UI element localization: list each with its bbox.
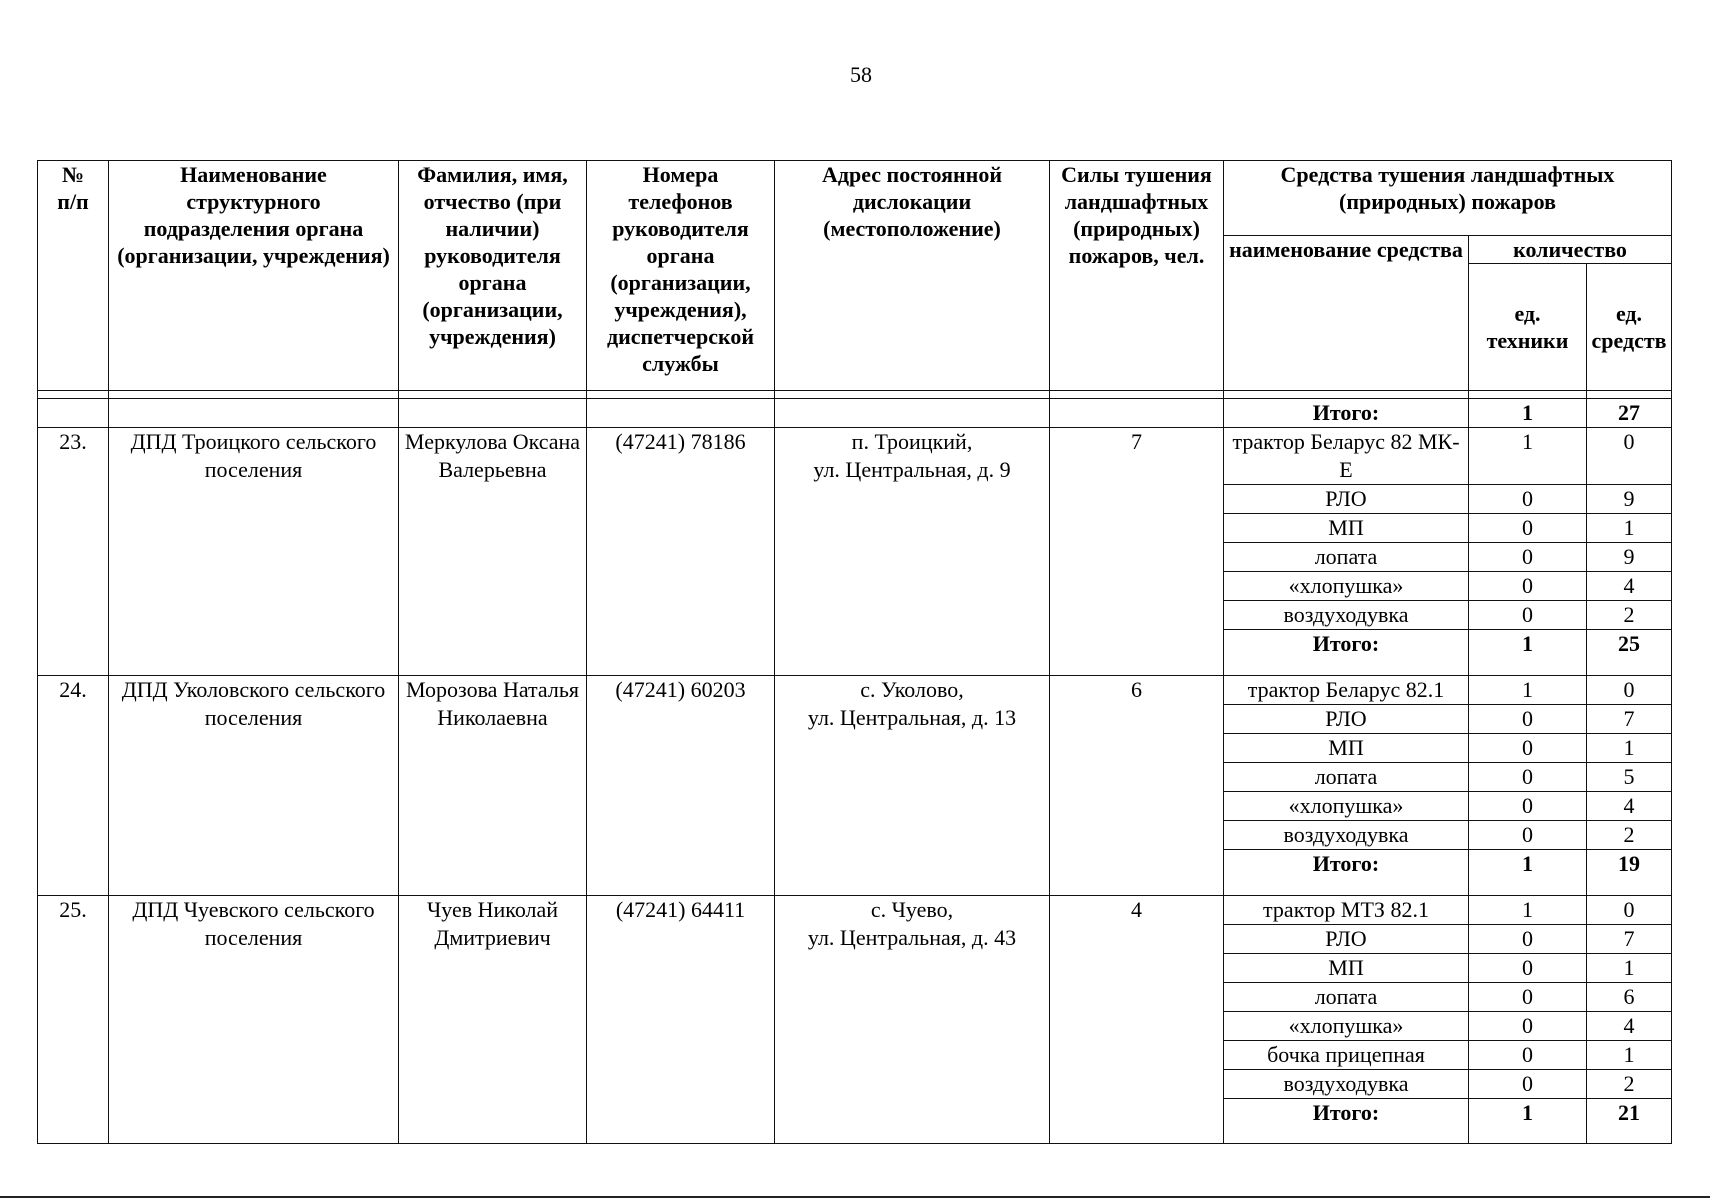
qty-means: 25 (1587, 630, 1672, 676)
qty-means: 19 (1587, 850, 1672, 896)
top-total-row (38, 399, 1672, 428)
qty-means: 21 (1587, 1099, 1672, 1144)
qty-tech: 1 (1469, 428, 1587, 485)
spacer-cell (1469, 391, 1587, 399)
means-name: МП (1224, 954, 1469, 983)
qty-means: 2 (1587, 601, 1672, 630)
qty-means: 1 (1587, 954, 1672, 983)
spacer-cell (109, 391, 399, 399)
qty-tech: 1 (1469, 676, 1587, 705)
spacer-cell (1050, 391, 1224, 399)
means-name: Итого: (1224, 850, 1469, 896)
forces-count: 4 (1050, 896, 1224, 1144)
qty-tech: 1 (1469, 1099, 1587, 1144)
qty-means: 0 (1587, 428, 1672, 485)
header-qty-tech: ед. техники (1469, 264, 1587, 391)
means-name: МП (1224, 514, 1469, 543)
header-phones: Номера телефонов руководителя органа (организации, учреждения), диспетчерской службы (587, 161, 775, 391)
means-name: трактор МТЗ 82.1 (1224, 896, 1469, 925)
header-means-group: Средства тушения ландшафтных (природных) пожаров (1224, 161, 1672, 236)
qty-means: 7 (1587, 925, 1672, 954)
location-address: с. Уколово, ул. Центральная, д. 13 (775, 676, 1050, 896)
qty-means: 2 (1587, 1070, 1672, 1099)
row-number: 24. (38, 676, 109, 896)
qty-means: 4 (1587, 572, 1672, 601)
qty-means: 4 (1587, 792, 1672, 821)
means-name: воздуходувка (1224, 1070, 1469, 1099)
qty-means: 1 (1587, 734, 1672, 763)
leader-name: Морозова Наталья Николаевна (399, 676, 587, 896)
leader-name: Чуев Николай Дмитриевич (399, 896, 587, 1144)
means-name: трактор Беларус 82.1 (1224, 676, 1469, 705)
qty-means: 5 (1587, 763, 1672, 792)
means-name: воздуходувка (1224, 601, 1469, 630)
qty-means: 1 (1587, 514, 1672, 543)
header-subdivision: Наименование структурного подразделения органа (организации, учреждения) (109, 161, 399, 391)
qty-tech: 0 (1469, 1070, 1587, 1099)
means-name: РЛО (1224, 485, 1469, 514)
spacer-cell (587, 391, 775, 399)
qty-tech: 1 (1469, 630, 1587, 676)
header-num: № п/п (38, 161, 109, 391)
means-name: Итого: (1224, 630, 1469, 676)
qty-means: 1 (1587, 1041, 1672, 1070)
means-name: лопата (1224, 763, 1469, 792)
qty-tech: 0 (1469, 572, 1587, 601)
qty-tech: 0 (1469, 1041, 1587, 1070)
location-address: п. Троицкий, ул. Центральная, д. 9 (775, 428, 1050, 676)
means-name: лопата (1224, 983, 1469, 1012)
qty-tech: 0 (1469, 601, 1587, 630)
spacer-cell (1224, 391, 1469, 399)
leader-phone: (47241) 60203 (587, 676, 775, 896)
spacer-cell (399, 391, 587, 399)
means-name: лопата (1224, 543, 1469, 572)
empty-cell (587, 399, 775, 428)
qty-tech: 0 (1469, 1012, 1587, 1041)
means-name: «хлопушка» (1224, 572, 1469, 601)
subdivision-name: ДПД Уколовского сельского поселения (109, 676, 399, 896)
forces-count: 6 (1050, 676, 1224, 896)
qty-means: 6 (1587, 983, 1672, 1012)
qty-means: 9 (1587, 485, 1672, 514)
header-fio: Фамилия, имя, отчество (при наличии) руководителя органа (организации, учреждения) (399, 161, 587, 391)
means-row (38, 676, 1672, 705)
leader-name: Меркулова Оксана Валерьевна (399, 428, 587, 676)
leader-phone: (47241) 78186 (587, 428, 775, 676)
qty-tech: 0 (1469, 514, 1587, 543)
means-row (38, 428, 1672, 485)
qty-tech: 0 (1469, 983, 1587, 1012)
fire-means-table (37, 160, 1672, 1144)
means-row (38, 896, 1672, 925)
leader-phone: (47241) 64411 (587, 896, 775, 1144)
means-name: «хлопушка» (1224, 792, 1469, 821)
qty-means: 4 (1587, 1012, 1672, 1041)
page-number: 58 (850, 62, 872, 87)
row-number: 23. (38, 428, 109, 676)
header-quantity: количество (1469, 236, 1672, 264)
spacer-cell (38, 391, 109, 399)
header-means-name: наименование средства (1224, 236, 1469, 391)
qty-means: 0 (1587, 896, 1672, 925)
qty-means: 2 (1587, 821, 1672, 850)
total-means: 27 (1587, 399, 1672, 428)
qty-tech: 1 (1469, 896, 1587, 925)
bottom-rule (0, 1196, 1710, 1198)
total-tech: 1 (1469, 399, 1587, 428)
qty-means: 9 (1587, 543, 1672, 572)
forces-count: 7 (1050, 428, 1224, 676)
means-name: МП (1224, 734, 1469, 763)
empty-cell (1050, 399, 1224, 428)
means-name: РЛО (1224, 705, 1469, 734)
qty-tech: 0 (1469, 954, 1587, 983)
empty-cell (399, 399, 587, 428)
qty-means: 7 (1587, 705, 1672, 734)
row-number: 25. (38, 896, 109, 1144)
qty-tech: 0 (1469, 763, 1587, 792)
means-name: Итого: (1224, 1099, 1469, 1144)
empty-cell (109, 399, 399, 428)
means-name: «хлопушка» (1224, 1012, 1469, 1041)
total-label: Итого: (1224, 399, 1469, 428)
header-qty-means: ед. средств (1587, 264, 1672, 391)
header-forces: Силы тушения ландшафтных (природных) пожаров, чел. (1050, 161, 1224, 391)
location-address: с. Чуево, ул. Центральная, д. 43 (775, 896, 1050, 1144)
qty-tech: 0 (1469, 734, 1587, 763)
spacer-cell (1587, 391, 1672, 399)
qty-tech: 0 (1469, 925, 1587, 954)
qty-tech: 0 (1469, 543, 1587, 572)
qty-tech: 0 (1469, 792, 1587, 821)
qty-tech: 0 (1469, 485, 1587, 514)
qty-tech: 0 (1469, 705, 1587, 734)
means-name: воздуходувка (1224, 821, 1469, 850)
qty-tech: 1 (1469, 850, 1587, 896)
header-address: Адрес постоянной дислокации (местоположение) (775, 161, 1050, 391)
means-name: РЛО (1224, 925, 1469, 954)
means-name: бочка прицепная (1224, 1041, 1469, 1070)
subdivision-name: ДПД Троицкого сельского поселения (109, 428, 399, 676)
empty-cell (38, 399, 109, 428)
subdivision-name: ДПД Чуевского сельского поселения (109, 896, 399, 1144)
means-name: трактор Беларус 82 МК-Е (1224, 428, 1469, 485)
spacer-cell (775, 391, 1050, 399)
qty-means: 0 (1587, 676, 1672, 705)
qty-tech: 0 (1469, 821, 1587, 850)
empty-cell (775, 399, 1050, 428)
